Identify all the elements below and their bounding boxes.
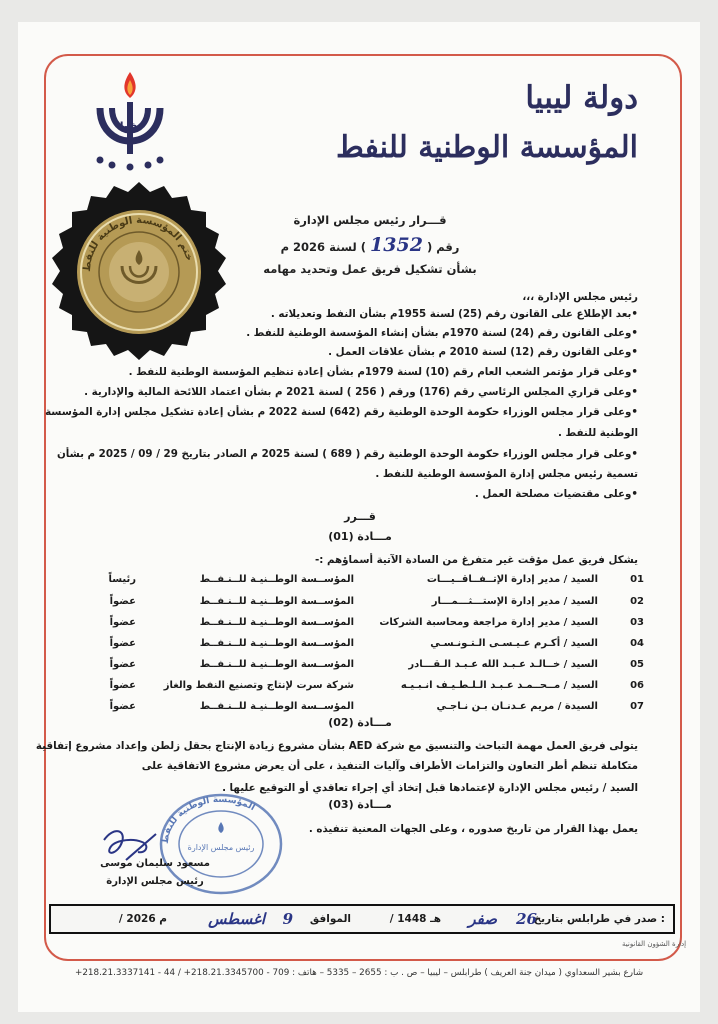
member-row: [58, 571, 644, 589]
article-3-heading: مـــادة (03): [328, 798, 392, 811]
preamble-opening: رئيس مجلس الإدارة ،،،: [522, 291, 638, 303]
member-number: 04: [630, 638, 644, 649]
equivalent-label: الموافق: [309, 913, 351, 925]
preamble-line: تسمية رئيس مجلس إدارة المؤسسة الوطنية للنفط .: [375, 468, 638, 480]
member-number: 01: [630, 574, 644, 585]
gregorian-month: اغسطس: [208, 910, 265, 928]
article-3-text: يعمل بهذا القرار من تاريخ صدوره ، وعلى الجهات المعنية تنفيذه .: [308, 823, 638, 835]
article-1-intro: يشكل فريق عمل مؤقت غير متفرغ من السادة الآتية أسماؤهم :-: [314, 554, 638, 566]
member-name: السيد / مدير إدارة مراجعة ومحاسبة الشركات: [379, 617, 598, 628]
decides-heading: قـــرر: [344, 510, 376, 523]
issue-date-bar: [49, 904, 675, 934]
svg-text:نفط: نفط: [118, 120, 142, 133]
article-2-line: السيد / رئيس مجلس الإدارة لإعتمادها قبل إتخاذ أي إجراء تعاقدي أو التوقيع عليها .: [222, 782, 638, 794]
member-number: 05: [630, 659, 644, 670]
state-name: دولة ليبيا: [525, 80, 638, 116]
preamble-line: •وعلى القانون رقم (12) لسنة 2010 م بشأن علاقات العمل .: [328, 346, 638, 358]
article-1-heading: مـــادة (01): [328, 530, 392, 543]
decision-subject: بشأن تشكيل فريق عمل وتحديد مهامه: [263, 262, 477, 276]
member-row: [58, 593, 644, 611]
member-organization: المؤســسة الوطــنيـة للــنـفــط: [199, 701, 354, 712]
hijri-month: صفر: [468, 910, 497, 928]
signatory-title: رئيس مجلس الإدارة: [106, 876, 204, 887]
member-organization: المؤســسة الوطــنيـة للــنـفــط: [199, 659, 354, 670]
member-name: السيد / أكـرم عـيـسـى الـتـونـسـي: [430, 638, 598, 649]
member-row: [58, 656, 644, 674]
member-role: عضواً: [109, 638, 136, 649]
member-row: [58, 635, 644, 653]
member-name: السيد / خــالـد عـبـد الله عـبـد الـقـــادر: [408, 659, 598, 670]
preamble-line: •بعد الإطلاع على القانون رقم (25) لسنة 1955م بشأن النفط وتعديلاته .: [270, 308, 638, 320]
member-number: 03: [630, 617, 644, 628]
member-organization: المؤســسة الوطــنيـة للــنـفــط: [199, 596, 354, 607]
footer-address: شارع بشير السعداوي ( ميدان جنة العريف ) طرابلس – ليبيا – ص . ب : 2655 – 5335 – هاتف : 709 - 218.21.3345700+ / 44 - 218.21.3337141+: [74, 968, 644, 978]
hijri-year: / 1448 هـ: [389, 913, 441, 925]
archive-note: إدارة الشؤون القانونية: [622, 940, 687, 948]
article-2-line: يتولى فريق العمل مهمة التباحث والتنسيق مع شركة AED بشأن مشروع زيادة الإنتاج بحقل زلطن وإعداد مشروع إتفاقية: [35, 740, 638, 752]
svg-text:رئيس مجلس الإدارة: رئيس مجلس الإدارة: [187, 843, 255, 852]
preamble-line: •وعلى قراري المجلس الرئاسي رقم (176) ورقم ( 256 ) لسنة 2021 م بشأن اعتماد اللائحة المالية والإدارية .: [84, 386, 638, 398]
member-role: عضواً: [109, 680, 136, 691]
member-role: رئيساً: [108, 574, 136, 585]
member-row: [58, 698, 644, 716]
noc-logo-icon: [92, 68, 168, 172]
member-row: [58, 614, 644, 632]
member-row: [58, 677, 644, 695]
preamble-line: •وعلى قرار مجلس الوزراء حكومة الوحدة الوطنية رقم ( 689 ) لسنة 2025 م الصادر بتاريخ 29 / 09 / 2025 م بشأن: [56, 448, 638, 460]
decision-number-line: [220, 234, 520, 256]
member-organization: شركة سرت لإنتاج وتصنيع النفط والغاز: [163, 680, 354, 691]
member-name: السيد / مــحــمـد عـبـد الـلـطـيـف انـبـيـه: [400, 680, 598, 691]
member-number: 07: [630, 701, 644, 712]
member-role: عضواً: [109, 617, 136, 628]
preamble-line: •وعلى مقتضيات مصلحة العمل .: [474, 488, 638, 500]
preamble-line: •وعلى القانون رقم (24) لسنة 1970م بشأن إنشاء المؤسسة الوطنية للنفط .: [246, 327, 638, 339]
preamble-line: •وعلى قرار مؤتمر الشعب العام رقم (10) لسنة 1979م بشأن إعادة تنظيم المؤسسة الوطنية للنفط .: [128, 366, 638, 378]
member-role: عضواً: [109, 596, 136, 607]
svg-text:المؤسسة الوطنية للنفط: المؤسسة الوطنية للنفط: [160, 794, 257, 845]
preamble-line: •وعلى قرار مجلس الوزراء حكومة الوحدة الوطنية رقم (642) لسنة 2022 م بشأن إعادة تشكيل مجلس إدارة المؤسسة: [45, 406, 638, 418]
issued-label: صدر في طرابلس بتاريخ :: [533, 913, 665, 925]
preamble-line: الوطنية للنفط .: [558, 427, 638, 439]
article-2-line: متكاملة تنظم أطر التعاون والتزامات الأطراف وآليات التنفيذ ، على أن يعرض مشروع الاتفاقية على: [141, 760, 638, 772]
member-role: عضواً: [109, 659, 136, 670]
member-organization: المؤســسة الوطــنيـة للــنـفــط: [199, 638, 354, 649]
member-name: السيد / مدير إدارة الإستـــثـــمـــار: [431, 596, 598, 607]
member-name: السيد / مدير إدارة الإتــفــاقــيـــات: [426, 574, 598, 585]
number-prefix: رقم (: [426, 240, 460, 254]
svg-text:ختم المؤسسة الوطنية للنفط: ختم المؤسسة الوطنية للنفط: [81, 214, 195, 273]
number-suffix: ) لسنة 2026 م: [280, 240, 367, 254]
member-organization: المؤســسة الوطــنيـة للــنـفــط: [199, 617, 354, 628]
corporation-name: المؤسسة الوطنية للنفط: [335, 130, 638, 165]
gregorian-year: / 2026 م: [118, 913, 167, 925]
gregorian-day: 9: [282, 910, 293, 928]
signatory-name: مسعود سليمان موسى: [100, 858, 210, 869]
member-name: السيدة / مريم عـدنـان بـن نـاجـي: [436, 701, 598, 712]
member-number: 06: [630, 680, 644, 691]
decision-title: قـــرار رئيس مجلس الإدارة: [293, 213, 447, 227]
member-organization: المؤســسة الوطــنيـة للــنـفــط: [199, 574, 354, 585]
member-role: عضواً: [109, 701, 136, 712]
hijri-day: 26: [516, 910, 537, 928]
member-number: 02: [630, 596, 644, 607]
article-2-heading: مـــادة (02): [328, 716, 392, 729]
decision-number: 1352: [370, 234, 423, 256]
